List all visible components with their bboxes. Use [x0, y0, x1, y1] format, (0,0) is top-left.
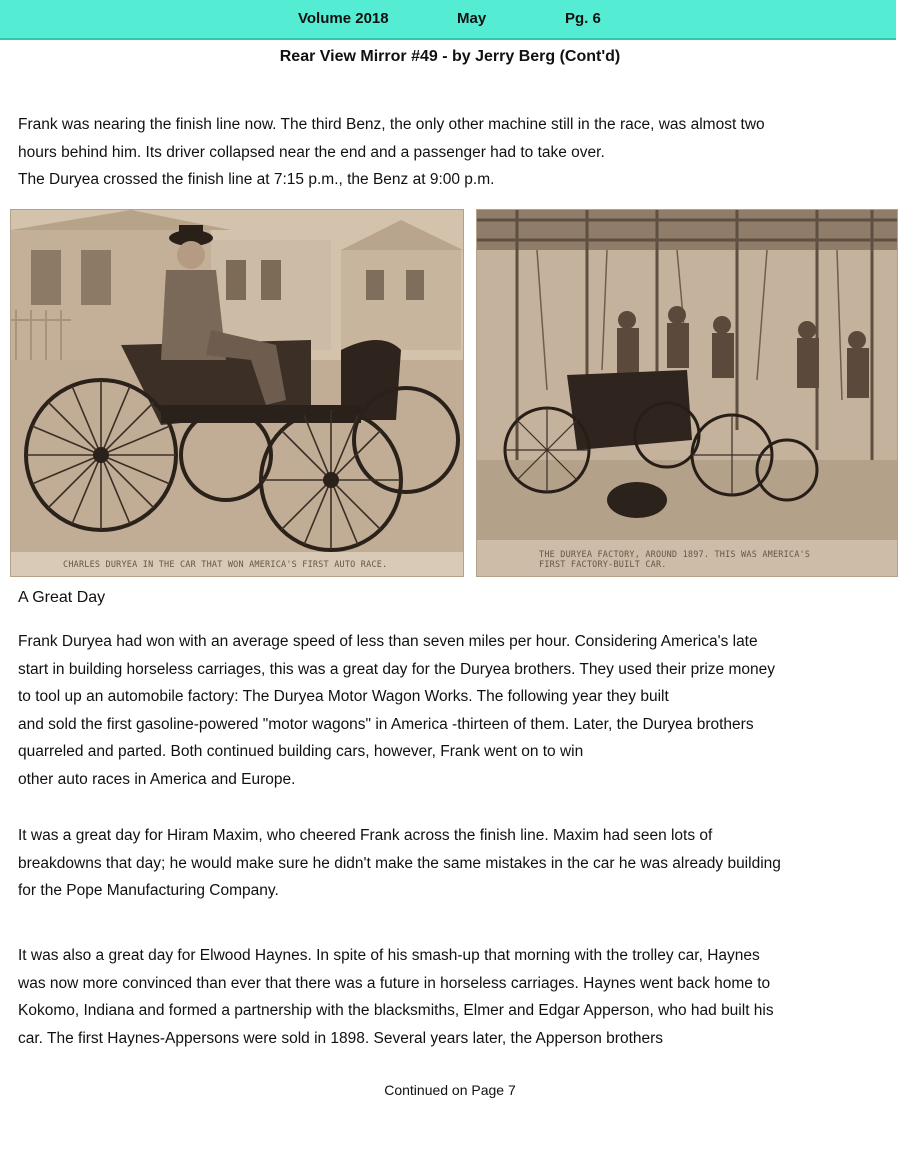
text-line: car. The first Haynes-Appersons were sold in 1898. Several years later, the Apperson brothers — [18, 1029, 664, 1047]
intro-paragraph — [18, 111, 900, 194]
duryea-factory-illustration — [477, 210, 897, 576]
duryea-car-photo — [10, 209, 464, 577]
duryea-factory-photo — [476, 209, 898, 577]
text-line: start in building horseless carriages, this was a great day for the Duryea brothers. They used their prize money — [18, 660, 776, 678]
duryea-car-illustration — [11, 210, 463, 576]
photo-caption: CHARLES DURYEA IN THE CAR THAT WON AMERICA'S FIRST AUTO RACE. — [63, 560, 388, 570]
text-line: to tool up an automobile factory: The Duryea Motor Wagon Works. The following year they built — [18, 688, 669, 705]
text-line: breakdowns that day; he would make sure he didn't make the same mistakes in the car he was already building — [18, 854, 781, 872]
text-line: The Duryea crossed the finish line at 7:15 p.m., the Benz at 9:00 p.m. — [18, 171, 495, 188]
volume-label: Volume 2018 — [298, 10, 389, 27]
continued-note: Continued on Page 7 — [384, 1082, 516, 1098]
text-line: for the Pope Manufacturing Company. — [18, 882, 279, 899]
text-line: quarreled and parted. Both continued building cars, however, Frank went on to win — [18, 743, 584, 760]
text-line: Frank Duryea had won with an average speed of less than seven miles per hour. Considering America's late — [18, 633, 758, 650]
text-line: was now more convinced than ever that there was a future in horseless carriages. Haynes went back home to — [18, 974, 771, 992]
text-line: It was also a great day for Elwood Haynes. In spite of his smash-up that morning with the trolley car, Haynes — [18, 947, 760, 964]
caption-line: THE DURYEA FACTORY, AROUND 1897. THIS WAS AMERICA'S — [539, 550, 811, 560]
section-heading: A Great Day — [18, 589, 106, 606]
caption-line: FIRST FACTORY-BUILT CAR. — [539, 560, 667, 570]
text-line: It was a great day for Hiram Maxim, who cheered Frank across the finish line. Maxim had seen lots of — [18, 827, 713, 844]
article-title: Rear View Mirror #49 - by Jerry Berg (Cont'd) — [279, 48, 621, 65]
paragraph-duryea — [18, 628, 900, 793]
text-line: other auto races in America and Europe. — [18, 770, 296, 788]
month-label: May — [457, 10, 487, 27]
text-line: and sold the first gasoline-powered "motor wagons" in America -thirteen of them. Later, the Duryea brothers — [18, 715, 754, 733]
paragraph-maxim — [18, 822, 900, 905]
newsletter-header-bar — [0, 0, 896, 40]
page-number: Pg. 6 — [565, 10, 601, 27]
text-line: Kokomo, Indiana and formed a partnership with the blacksmiths, Elmer and Edgar Apperson, who had built his — [18, 1002, 774, 1019]
photo-caption — [539, 550, 810, 570]
text-line: hours behind him. Its driver collapsed near the end and a passenger had to take over. — [18, 143, 605, 161]
paragraph-haynes — [18, 942, 900, 1052]
text-line: Frank was nearing the finish line now. The third Benz, the only other machine still in the race, was almost two — [18, 116, 765, 133]
